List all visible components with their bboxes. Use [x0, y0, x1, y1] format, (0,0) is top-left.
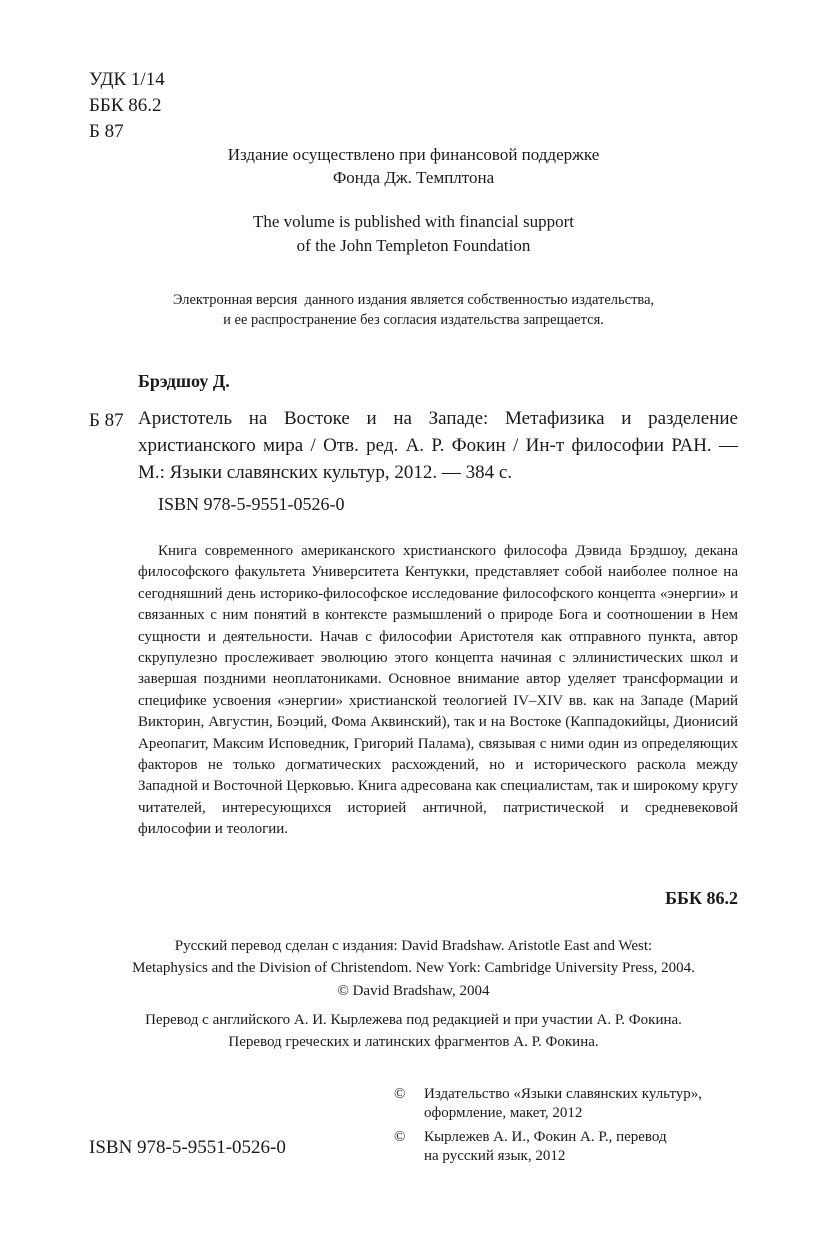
- electronic-notice-line-2: и ее распространение без согласия издательства запрещается.: [223, 312, 604, 328]
- publisher-copyright-row: [394, 1085, 702, 1123]
- classification-codes: [89, 67, 165, 145]
- translators-line-2: Перевод греческих и латинских фрагментов А. Р. Фокина.: [228, 1034, 599, 1050]
- publisher-copyrights: [394, 1085, 702, 1171]
- support-en-line-2: of the John Templeton Foundation: [296, 236, 531, 255]
- support-en-line-1: The volume is published with financial support: [252, 212, 575, 231]
- translators-line-1: Перевод с английского А. И. Кырлежева под редакцией и при участии А. Р. Фокина.: [145, 1012, 682, 1028]
- udk-code: УДК 1/14: [89, 69, 165, 90]
- copyright-symbol: ©: [394, 1086, 406, 1102]
- bbk-code: ББК 86.2: [89, 95, 162, 116]
- translator-copyright-row: [394, 1128, 702, 1166]
- electronic-version-notice: [0, 290, 827, 330]
- support-ru-line-1: Издание осуществлено при финансовой поддержке: [227, 145, 600, 164]
- support-ru-line-2: Фонда Дж. Темплтона: [332, 168, 495, 187]
- electronic-notice-line-1: Электронная версия данного издания является собственностью издательства,: [172, 292, 655, 308]
- copyright-symbol: ©: [394, 1129, 406, 1145]
- author-heading: Брэдшоу Д.: [138, 371, 230, 391]
- author-mark-code: Б 87: [89, 121, 124, 142]
- entry-code: Б 87: [89, 410, 124, 431]
- support-notice-ru: [0, 143, 827, 189]
- author-copyright: © David Bradshaw, 2004: [337, 983, 490, 999]
- copyright-line: Кырлежев А. И., Фокин А. Р., перевод: [424, 1129, 667, 1145]
- copyright-line: Издательство «Языки славянских культур»,: [424, 1086, 703, 1102]
- copyright-line: на русский язык, 2012: [424, 1148, 566, 1164]
- bbk-code-bottom: ББК 86.2: [665, 888, 738, 908]
- isbn-entry: ISBN 978-5-9551-0526-0: [158, 494, 345, 514]
- isbn-bottom: ISBN 978-5-9551-0526-0: [89, 1137, 286, 1158]
- translators-credit: [0, 1009, 827, 1053]
- bibliographic-title: Аристотель на Востоке и на Западе: Метафизика и разделение христианского мира / Отв. ред. А. Р. Фокин / Ин-т философии РАН. — М.: Языки славянских культур, 2012. — 384 с.: [138, 408, 738, 483]
- copyright-line: оформление, макет, 2012: [424, 1105, 583, 1121]
- support-notice-en: [0, 210, 827, 258]
- translation-source: [0, 935, 827, 979]
- annotation-paragraph: Книга современного американского христианского философа Дэвида Брэдшоу, декана философского факультета Университета Кентукки, представляет собой наиболее полное на сегодняшний день историко-философское исследование философского концепта «энергии» и связанных с ним понятий в контексте размышлений о природе Бога и соотношении в Нем сущности и деятельности. Начав с философии Аристотеля как отправного пункта, автор скрупулезно прослеживает эволюцию этого концепта начиная с эллинистических школ и завершая поздними неоплатониками. Основное внимание автор уделяет трансформации и специфике усвоения «энергии» христианской теологией IV–XIV вв. как на Западе (Марий Викторин, Августин, Боэций, Фома Аквинский), так и на Востоке (Каппадокийцы, Дионисий Ареопагит, Максим Исповедник, Григорий Палама), связывая с ними один из определяющих факторов не только догматических расхождений, но и исторического раскола между Западной и Восточной Церковью. Книга адресована как специалистам, так и широкому кругу читателей, интересующихся историей античной, патристической и средневековой философии и теологии.: [138, 543, 738, 838]
- translation-source-line-2: Metaphysics and the Division of Christendom. New York: Cambridge University Press, 2004.: [132, 960, 695, 976]
- translation-source-line-1: Русский перевод сделан с издания: David Bradshaw. Aristotle East and West:: [174, 938, 653, 954]
